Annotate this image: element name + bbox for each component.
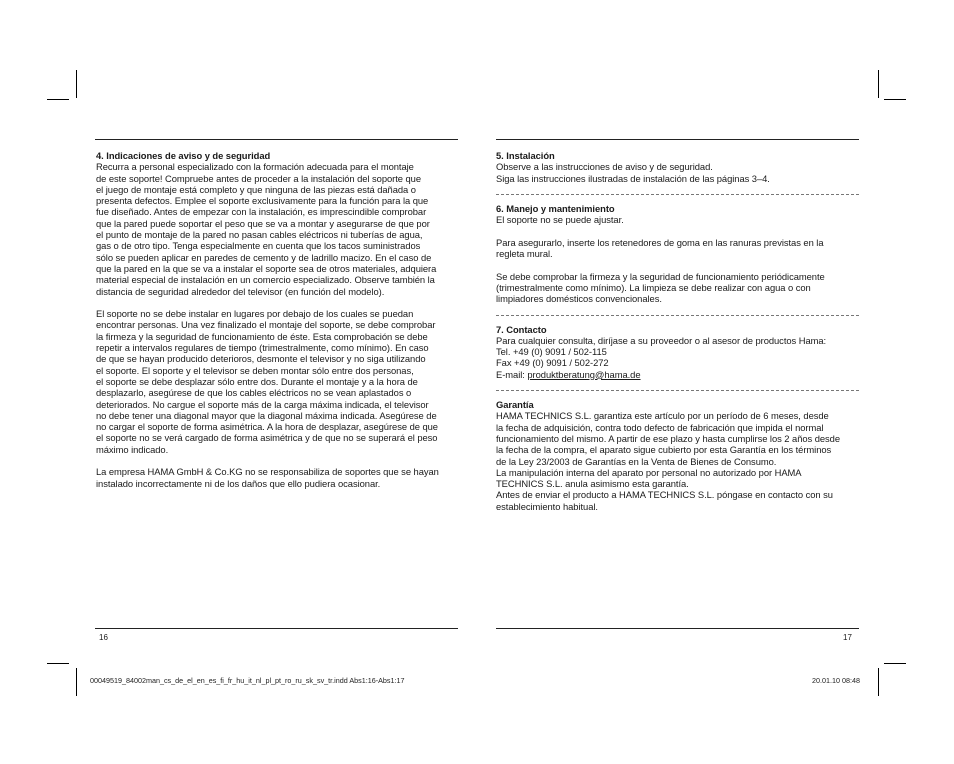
- s4-p2-line: el soporte. El soporte y el televisor se deben montar sólo entre dos personas,: [96, 364, 414, 376]
- dashed-separator: [496, 315, 859, 316]
- crop-mark-bottom-left-v: [76, 668, 77, 696]
- dashed-separator: [496, 194, 859, 195]
- s4-line: gas o de otro tipo. Tenga especialmente en cuenta que los tacos suministrados: [96, 240, 421, 252]
- s4-line: fue diseñado. Antes de empezar con la instalación, es imprescindible comprobar: [96, 206, 427, 218]
- crop-mark-top-left-v: [76, 70, 77, 98]
- s4-p2-line: el soporte no se verá cargado de forma asimétrica y de que no se superará el peso: [96, 432, 438, 444]
- right-bottom-rule: [496, 628, 859, 629]
- s4-p2-line: encontrar personas. Una vez finalizado el montaje del soporte, se debe comprobar: [96, 319, 436, 331]
- email-link[interactable]: produktberatung@hama.de: [527, 368, 641, 380]
- crop-mark-top-left-h: [47, 99, 69, 100]
- warranty-heading: Garantía: [496, 399, 534, 411]
- dashed-separator: [496, 390, 859, 391]
- s4-line: que la pared en la que se va a instalar el soporte sea de otros materiales, adquiera: [96, 262, 437, 274]
- s4-p2-line: máximo indicado.: [96, 443, 169, 455]
- s4-p2-line: El soporte no se debe instalar en lugares por debajo de los cuales se puedan: [96, 308, 414, 320]
- s4-p2-line: deteriorados. No cargue el soporte más de la carga máxima indicada, el televisor: [96, 398, 429, 410]
- s4-p2-line: desplazarlo, asegúrese de que los cables eléctricos no se vean aplastados o: [96, 387, 412, 399]
- slug-date: 20.01.10 08:48: [812, 676, 860, 685]
- s6-p3-line: limpiadores domésticos convencionales.: [496, 293, 662, 305]
- s4-p3-line: instalado incorrectamente ni de los daños que ello pudiera ocasionar.: [96, 477, 381, 489]
- left-page-column: [96, 150, 458, 489]
- s4-p3-line: La empresa HAMA GmbH & Co.KG no se responsabiliza de soportes que se hayan: [96, 466, 439, 478]
- email-label: E-mail:: [496, 368, 528, 380]
- warranty-line: la fecha de adquisición, contra todo defecto de fabricación que impida el normal: [496, 421, 824, 433]
- left-page-number: 16: [99, 633, 108, 642]
- s4-p2-line: de que se hayan producido deterioros, desmonte el televisor y no siga utilizando: [96, 353, 426, 365]
- s4-line: distancia de seguridad alrededor del televisor (en función del modelo).: [96, 285, 385, 297]
- s4-line: presenta defectos. Emplee el soporte exclusivamente para la función para la que: [96, 195, 429, 207]
- s6-line: El soporte no se puede ajustar.: [496, 214, 624, 226]
- s4-p2-line: el soporte se debe desplazar sólo entre dos. Durante el montaje y a la hora de: [96, 375, 418, 387]
- s4-line: sólo se pueden aplicar en paredes de cemento y de ladrillo macizo. En el caso de: [96, 251, 432, 263]
- left-bottom-rule: [95, 628, 458, 629]
- warranty-line: Antes de enviar el producto a HAMA TECHNICS S.L. póngase en contacto con su: [496, 489, 833, 501]
- right-page-number: 17: [843, 633, 852, 642]
- warranty-line: establecimiento habitual.: [496, 500, 598, 512]
- s4-p2-line: no cargar el soporte de forma asimétrica. A la hora de desplazar, asegúrese de que: [96, 421, 438, 433]
- warranty-line: La manipulación interna del aparato por personal no autorizado por HAMA: [496, 466, 802, 478]
- s5-line: Siga las instrucciones ilustradas de instalación de las páginas 3–4.: [496, 172, 770, 184]
- s4-p2-line: repetir a intervalos regulares de tiempo (trimestralmente, como mínimo). En caso: [96, 342, 429, 354]
- warranty-line: la fecha de la compra, el aparato sigue cubierto por esta Garantía en los términos: [496, 444, 832, 456]
- contact-email-row: [496, 369, 859, 380]
- s6-p3-line: (trimestralmente como mínimo). La limpieza se debe realizar con agua o con: [496, 281, 811, 293]
- section-4-heading: 4. Indicaciones de aviso y de seguridad: [96, 150, 271, 161]
- contact-tel: Tel. +49 (0) 9091 / 502-115: [496, 346, 607, 358]
- right-page-column: [496, 150, 859, 512]
- s4-line: el punto de montaje de la pared no pasan cables eléctricos ni tuberías de agua,: [96, 229, 423, 241]
- s5-line: Observe a las instrucciones de aviso y de seguridad.: [496, 161, 713, 173]
- warranty-line: funcionamiento del mismo. A partir de ese plazo y hasta cumplirse los 2 años desde: [496, 432, 841, 444]
- s6-p2-line: regleta mural.: [496, 248, 553, 260]
- contact-intro: Para cualquier consulta, diríjase a su proveedor o al asesor de productos Hama:: [496, 334, 827, 346]
- crop-mark-top-right-h: [884, 99, 906, 100]
- left-top-rule: [95, 139, 458, 140]
- contact-fax: Fax +49 (0) 9091 / 502-272: [496, 357, 609, 369]
- right-top-rule: [496, 139, 859, 140]
- warranty-line: de la Ley 23/2003 de Garantías en la Venta de Bienes de Consumo.: [496, 455, 777, 467]
- section-6-heading: 6. Manejo y mantenimiento: [496, 202, 615, 214]
- s6-p2-line: Para asegurarlo, inserte los retenedores de goma en las ranuras previstas en la: [496, 236, 824, 248]
- s4-line: el juego de montaje está completo y que ninguna de las piezas está dañada o: [96, 183, 416, 195]
- warranty-line: HAMA TECHNICS S.L. garantiza este artículo por un período de 6 meses, desde: [496, 410, 829, 422]
- section-5-heading: 5. Instalación: [496, 150, 555, 161]
- warranty-line: TECHNICS S.L. anula asimismo esta garantía.: [496, 478, 689, 490]
- s4-p2-line: la firmeza y la seguridad de funcionamiento de éste. Esta comprobación se debe: [96, 330, 428, 342]
- s4-line: que la pared puede soportar el peso que se va a montar y asegurarse de que por: [96, 217, 430, 229]
- crop-mark-bottom-right-h: [884, 663, 906, 664]
- s4-line: de este soporte! Compruebe antes de proceder a la instalación del soporte que: [96, 172, 422, 184]
- section-7-heading: 7. Contacto: [496, 323, 547, 335]
- s4-p2-line: no debe tener una diagonal mayor que la diagonal máxima indicada. Asegúrese de: [96, 409, 437, 421]
- crop-mark-bottom-right-v: [878, 668, 879, 696]
- crop-mark-top-right-v: [878, 70, 879, 98]
- s4-line: material especial de instalación en un comercio especializado. Observe también la: [96, 274, 435, 286]
- slug-filename: 00049519_84002man_cs_de_el_en_es_fi_fr_hu_it_nl_pl_pt_ro_ru_sk_sv_tr.indd Abs1:16-Abs1:17: [90, 676, 405, 685]
- s6-p3-line: Se debe comprobar la firmeza y la seguridad de funcionamiento periódicamente: [496, 270, 825, 282]
- s4-line: Recurra a personal especializado con la formación adecuada para el montaje: [96, 161, 414, 173]
- crop-mark-bottom-left-h: [47, 663, 69, 664]
